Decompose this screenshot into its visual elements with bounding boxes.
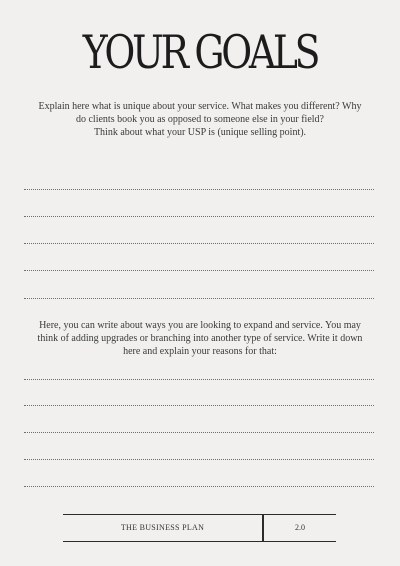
writing-line[interactable] — [24, 459, 374, 460]
page-title: YOUR GOALS — [82, 25, 318, 79]
expansion-instructions-line: think of adding upgrades or branching into another type of service. Write it down — [37, 333, 363, 344]
expansion-instructions — [24, 319, 376, 358]
usp-instructions — [24, 100, 376, 139]
footer-label: THE BUSINESS PLAN — [120, 523, 205, 532]
writing-line[interactable] — [24, 298, 374, 299]
expansion-instructions-line: Here, you can write about ways you are looking to expand and service. You may — [39, 320, 361, 331]
writing-line[interactable] — [24, 270, 374, 271]
usp-instructions-line: do clients book you as opposed to someone else in your field? — [75, 114, 324, 125]
writing-line[interactable] — [24, 486, 374, 487]
footer-bar — [63, 514, 336, 542]
writing-line[interactable] — [24, 432, 374, 433]
writing-line[interactable] — [24, 405, 374, 406]
page-number: 2.0 — [295, 523, 305, 532]
writing-line[interactable] — [24, 243, 374, 244]
expansion-instructions-line: here and explain your reasons for that: — [123, 346, 277, 357]
writing-line[interactable] — [24, 189, 374, 190]
writing-line[interactable] — [24, 379, 374, 380]
usp-instructions-line: Think about what your USP is (unique selling point). — [93, 127, 307, 138]
writing-line[interactable] — [24, 216, 374, 217]
usp-instructions-line: Explain here what is unique about your service. What makes you different? Why — [38, 101, 362, 112]
